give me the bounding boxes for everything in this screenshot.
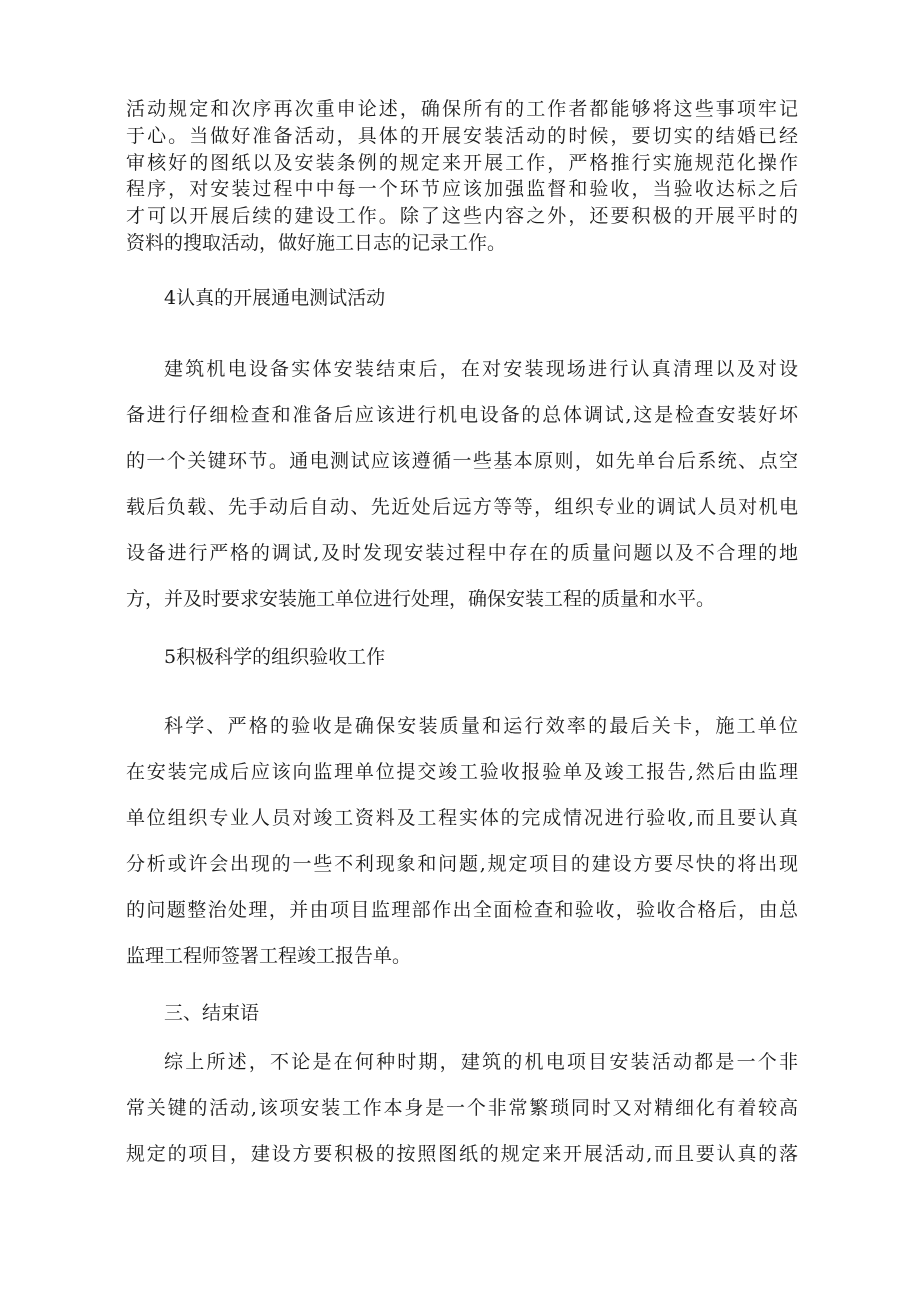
text-line: 于心。当做好准备活动，具体的开展安装活动的时候，要切实的结婚已经 — [126, 124, 798, 147]
paragraph-acceptance — [126, 703, 798, 979]
section-heading-5 — [126, 642, 798, 672]
text-line: 的一个关键环节。通电测试应该遵循一些基本原则，如先单台后系统、点空 — [126, 450, 798, 472]
text-line: 分析或许会出现的一些不利现象和问题,规定项目的建设方要尽快的将出现 — [126, 853, 798, 875]
text-line: 综上所述，不论是在何种时期，建筑的机电项目安装活动都是一个非 — [164, 1051, 798, 1073]
text-line: 程序，对安装过程中中每一个环节应该加强监督和验收，当验收达标之后 — [126, 178, 798, 201]
text-line: 常关键的活动,该项安装工作本身是一个非常繁琐同时又对精细化有着较高 — [126, 1097, 798, 1119]
text-line: 设备进行严格的调试,及时发现安装过程中存在的质量问题以及不合理的地 — [126, 542, 798, 564]
paragraph-power-testing — [126, 346, 798, 622]
text-line: 建筑机电设备实体安装结束后，在对安装现场进行认真清理以及对设 — [164, 358, 798, 380]
text-line: 监理工程师签署工程竣工报告单。 — [126, 945, 412, 967]
section-heading-4 — [126, 283, 798, 313]
text-line: 资料的搜取活动，做好施工日志的记录工作。 — [126, 231, 507, 254]
text-line: 的问题整治处理，并由项目监理部作出全面检查和验收，验收合格后，由总 — [126, 899, 798, 921]
section-heading-text: 5积极科学的组织验收工作 — [164, 646, 386, 668]
text-line: 才可以开展后续的建设工作。除了这些内容之外，还要积极的开展平时的 — [126, 205, 798, 228]
paragraph-installation-process — [126, 96, 798, 257]
section-heading-text: 三、结束语 — [164, 1002, 260, 1024]
text-line: 规定的项目，建设方要积极的按照图纸的规定来开展活动,而且要认真的落 — [126, 1143, 798, 1165]
text-line: 活动规定和次序再次重申论述，确保所有的工作者都能够将这些事项牢记 — [126, 98, 798, 120]
section-heading-conclusion — [126, 998, 798, 1028]
text-line: 科学、严格的验收是确保安装质量和运行效率的最后关卡，施工单位 — [164, 715, 798, 737]
section-heading-text: 4认真的开展通电测试活动 — [164, 287, 386, 309]
text-line: 在安装完成后应该向监理单位提交竣工验收报验单及竣工报告,然后由监理 — [126, 761, 798, 783]
text-line: 载后负载、先手动后自动、先近处后远方等等，组织专业的调试人员对机电 — [126, 496, 798, 518]
paragraph-conclusion — [126, 1039, 798, 1177]
text-line: 方，并及时要求安装施工单位进行处理，确保安装工程的质量和水平。 — [126, 588, 716, 610]
text-line: 审核好的图纸以及安装条例的规定来开展工作，严格推行实施规范化操作 — [126, 151, 798, 174]
text-line: 单位组织专业人员对竣工资料及工程实体的完成情况进行验收,而且要认真 — [126, 807, 798, 829]
text-line: 备进行仔细检查和准备后应该进行机电设备的总体调试,这是检查安装好坏 — [126, 404, 798, 426]
